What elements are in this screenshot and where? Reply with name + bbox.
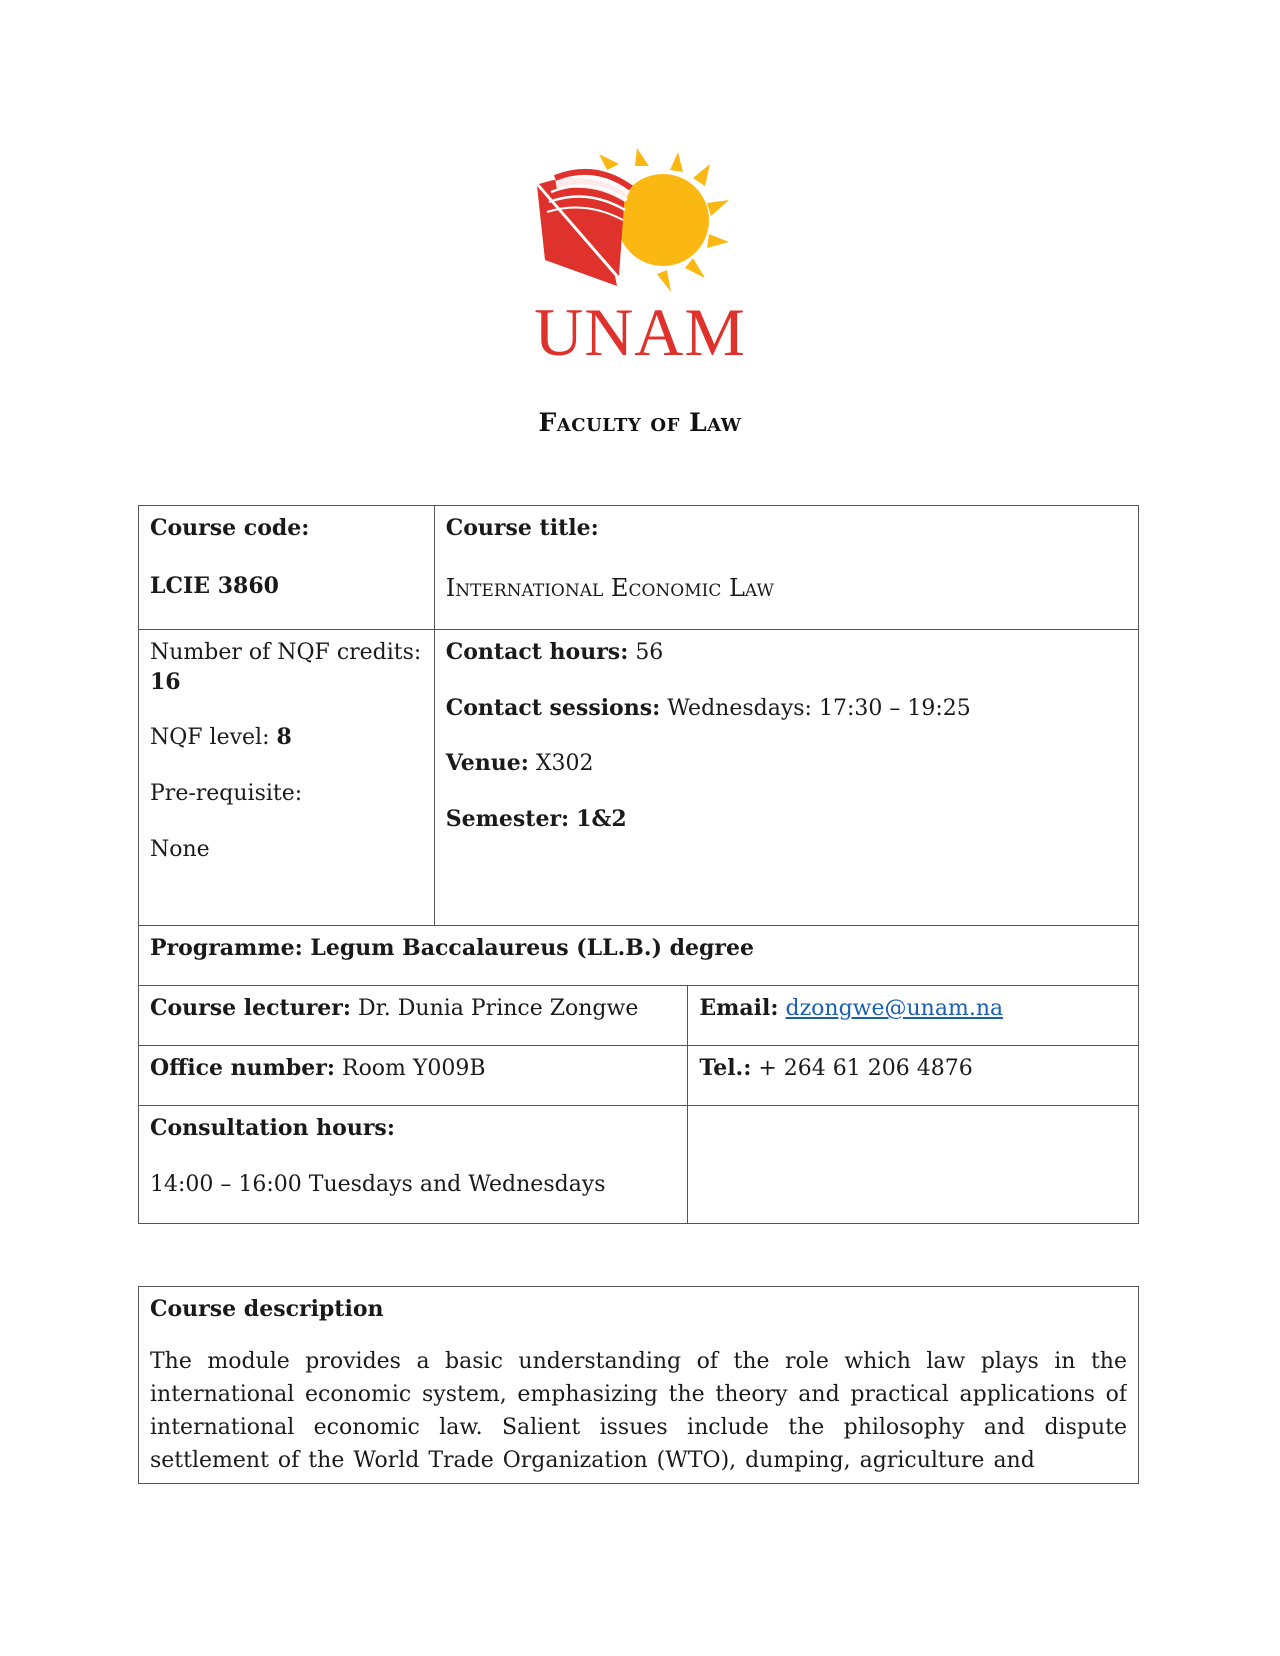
nqf-level-value: 8: [276, 724, 292, 751]
description-text: The module provides a basic understanding of the role which law plays in the international economic system, emphasizing the theory and practical applications of international economic law. Salient issues include the philosophy and dispute settlement of the World Trade Organization (WTO), dumping, agriculture and: [150, 1348, 1127, 1473]
programme: [150, 934, 1127, 964]
prereq-label: Pre-requisite:: [150, 781, 303, 807]
contact-cell: [434, 630, 1138, 926]
course-title-value: International Economic Law: [445, 573, 774, 602]
programme-value: Legum Baccalaureus (LL.B.) degree: [310, 935, 754, 961]
consultation-cell: [139, 1106, 688, 1224]
contact-sessions-value: Wednesdays: 17:30 – 19:25: [667, 695, 971, 721]
email-link[interactable]: dzongwe@unam.na: [785, 996, 1004, 1021]
course-description-table: [138, 1286, 1139, 1484]
contact-sessions: [446, 694, 1127, 724]
contact-sessions-label: Contact sessions:: [445, 694, 661, 721]
venue: [446, 749, 1127, 779]
faculty-heading: Faculty of Law: [538, 408, 742, 437]
unam-logo: [515, 148, 765, 368]
lecturer-cell: [139, 986, 688, 1046]
contact-hours: [446, 638, 1127, 668]
email-cell: [688, 986, 1139, 1046]
credits-label: Number of NQF credits:: [150, 640, 422, 665]
book-sun-icon: [515, 148, 765, 298]
programme-cell: [139, 926, 1139, 986]
empty-cell: [688, 1106, 1139, 1224]
nqf-level-label: NQF level:: [150, 725, 270, 751]
course-code-cell: [139, 506, 435, 630]
lecturer-value: Dr. Dunia Prince Zongwe: [358, 996, 639, 1021]
email: [699, 994, 1127, 1024]
email-label: Email:: [699, 995, 779, 1021]
contact-hours-label: Contact hours:: [445, 639, 629, 665]
description-cell: [139, 1287, 1139, 1484]
programme-label: Programme:: [150, 935, 303, 961]
consultation-label: Consultation hours:: [150, 1115, 395, 1141]
tel-value: + 264 61 206 4876: [758, 1056, 973, 1081]
tel-label: Tel.:: [699, 1055, 752, 1081]
venue-value: X302: [535, 751, 594, 777]
contact-hours-value: 56: [635, 640, 664, 665]
semester-label: Semester:: [445, 806, 570, 833]
office-label: Office number:: [150, 1055, 335, 1081]
course-title-label: Course title:: [445, 515, 599, 541]
office-value: Room Y009B: [342, 1056, 486, 1081]
tel-cell: [688, 1046, 1139, 1106]
semester-value: 1&2: [576, 806, 627, 833]
course-title-cell: [434, 506, 1138, 630]
lecturer-label: Course lecturer:: [150, 995, 352, 1021]
course-code-value: LCIE 3860: [150, 572, 279, 599]
office: [150, 1054, 676, 1084]
logo-wordmark: UNAM: [534, 294, 746, 370]
office-cell: [139, 1046, 688, 1106]
nqf-cell: [139, 630, 435, 926]
semester: [446, 805, 1127, 835]
course-info-table: [138, 505, 1139, 1224]
description-heading: Course description: [150, 1296, 384, 1322]
telephone: [699, 1054, 1127, 1084]
nqf-level: [150, 723, 423, 753]
consultation-value: 14:00 – 16:00 Tuesdays and Wednesdays: [150, 1171, 606, 1197]
course-code-label: Course code:: [150, 515, 310, 541]
lecturer: [150, 994, 676, 1024]
credits-value: 16: [150, 668, 181, 695]
venue-label: Venue:: [445, 750, 529, 777]
prereq-value: None: [150, 836, 210, 862]
